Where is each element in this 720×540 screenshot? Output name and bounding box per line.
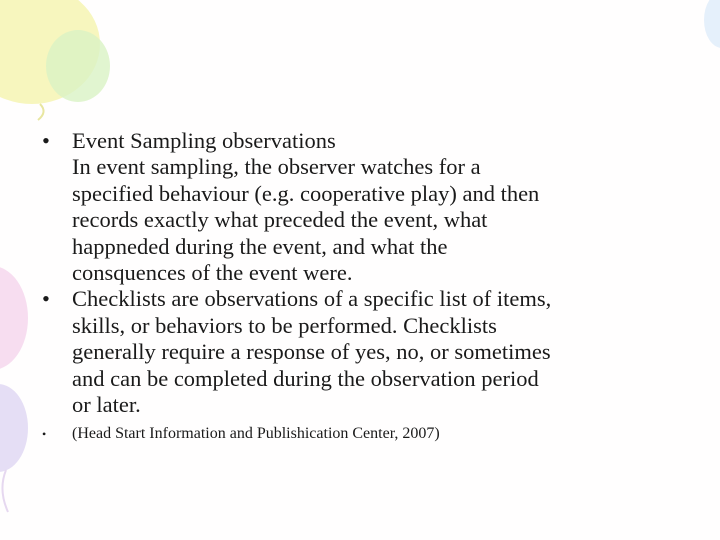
bullet-line: consquences of the event were. bbox=[72, 260, 353, 286]
bullet-line: In event sampling, the observer watches for a bbox=[72, 154, 481, 180]
bullet-dot: • bbox=[42, 128, 50, 153]
purple-balloon-left bbox=[0, 384, 28, 472]
blue-balloon-top-right bbox=[704, 0, 720, 48]
bullet-line: skills, or behaviors to be performed. Checklists bbox=[72, 312, 497, 338]
green-balloon-top-left bbox=[46, 30, 110, 102]
balloon-string-top-left bbox=[38, 104, 44, 120]
bullet-line: generally require a response of yes, no, or sometimes bbox=[72, 339, 551, 365]
bullet-dot: • bbox=[42, 286, 50, 312]
bullet-line: Checklists are observations of a specific list of items, bbox=[72, 286, 552, 312]
bullet-checklists bbox=[40, 286, 680, 418]
slide-content bbox=[40, 128, 680, 444]
bullet-line: and can be completed during the observation period bbox=[72, 365, 539, 391]
bullet-line: records exactly what preceded the event, what bbox=[72, 207, 488, 233]
bullet-title: Event Sampling observations bbox=[72, 128, 336, 153]
reference-citation bbox=[40, 424, 680, 444]
bullet-line: or later. bbox=[72, 392, 141, 418]
bullet-dot: • bbox=[42, 427, 47, 442]
pink-balloon-left bbox=[0, 266, 28, 370]
reference-text: (Head Start Information and Publishication Center, 2007) bbox=[72, 425, 440, 443]
bullet-line: happneded during the event, and what the bbox=[72, 233, 448, 259]
bullet-line: specified behaviour (e.g. cooperative play) and then bbox=[72, 180, 540, 206]
bullet-event-sampling bbox=[40, 128, 680, 286]
balloon-string-left bbox=[2, 470, 8, 512]
